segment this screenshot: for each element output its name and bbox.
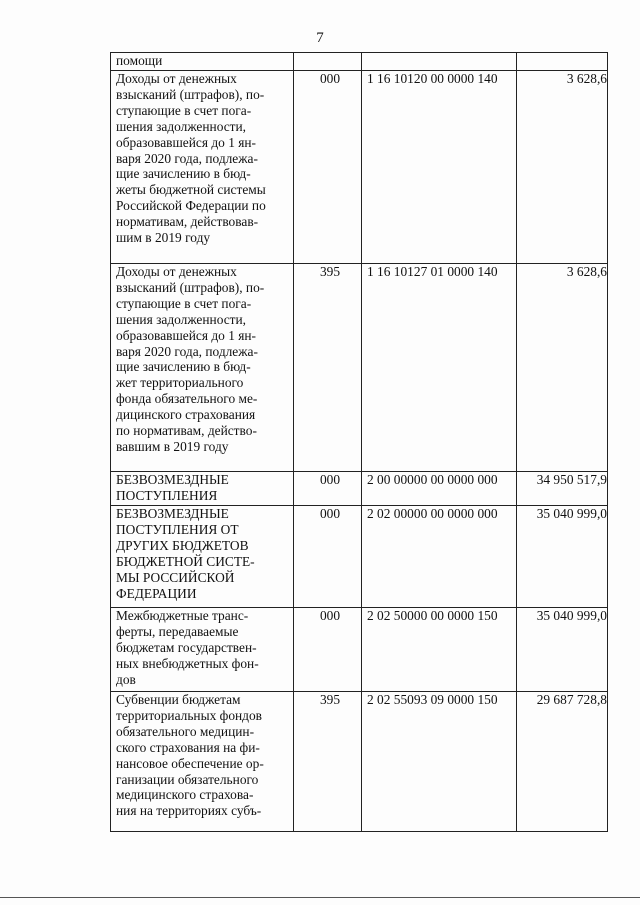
- budget-code-cell: 1 16 10120 00 0000 140: [362, 71, 517, 264]
- table-row: [111, 264, 608, 472]
- revenue-name-cell: Доходы от денежных взысканий (штрафов), по- ступающие в счет пога- шения задолженности, образовавшейся до 1 ян- варя 2020 года, подлежа- щие зачислению в бюд- жеты бюджетной системы Российской Федерации по нормативам, действовав- шим в 2019 году: [111, 71, 294, 264]
- amount-cell: 3 628,6: [517, 264, 608, 472]
- amount-cell: 29 687 728,8: [517, 692, 608, 832]
- table-row: [111, 472, 608, 506]
- admin-code-cell: 000: [294, 71, 362, 264]
- admin-code-cell: 395: [294, 264, 362, 472]
- revenue-name-cell: БЕЗВОЗМЕЗДНЫЕ ПОСТУПЛЕНИЯ ОТ ДРУГИХ БЮДЖЕТОВ БЮДЖЕТНОЙ СИСТЕ- МЫ РОССИЙСКОЙ ФЕДЕРАЦИИ: [111, 506, 294, 608]
- page-bottom-rule: [0, 897, 640, 898]
- table-row: [111, 692, 608, 832]
- admin-code-cell: [294, 53, 362, 71]
- budget-code-cell: 1 16 10127 01 0000 140: [362, 264, 517, 472]
- admin-code-cell: 000: [294, 472, 362, 506]
- revenue-name-cell: Доходы от денежных взысканий (штрафов), по- ступающие в счет пога- шения задолженности, образовавшейся до 1 ян- варя 2020 года, подлежа- щие зачислению в бюд- жет территориального фонда обязательного ме- дицинского страхования по нормативам, действо- вавшим в 2019 году: [111, 264, 294, 472]
- table-row: [111, 53, 608, 71]
- amount-cell: 3 628,6: [517, 71, 608, 264]
- admin-code-cell: 395: [294, 692, 362, 832]
- budget-code-cell: 2 02 00000 00 0000 000: [362, 506, 517, 608]
- budget-code-cell: 2 00 00000 00 0000 000: [362, 472, 517, 506]
- revenue-name-cell: БЕЗВОЗМЕЗДНЫЕ ПОСТУПЛЕНИЯ: [111, 472, 294, 506]
- budget-code-cell: 2 02 55093 09 0000 150: [362, 692, 517, 832]
- amount-cell: [517, 53, 608, 71]
- admin-code-cell: 000: [294, 608, 362, 692]
- admin-code-cell: 000: [294, 506, 362, 608]
- amount-cell: 35 040 999,0: [517, 506, 608, 608]
- revenue-table: [110, 52, 608, 832]
- revenue-name-cell: Межбюджетные транс- ферты, передаваемые бюджетам государствен- ных внебюджетных фон- дов: [111, 608, 294, 692]
- budget-code-cell: [362, 53, 517, 71]
- amount-cell: 34 950 517,9: [517, 472, 608, 506]
- revenue-name-cell: Субвенции бюджетам территориальных фондов обязательного медицин- ского страхования на фи- нансовое обеспечение ор- ганизации обязательного медицинского страхова- ния на территориях субъ-: [111, 692, 294, 832]
- table-row: [111, 608, 608, 692]
- amount-cell: 35 040 999,0: [517, 608, 608, 692]
- table-row: [111, 506, 608, 608]
- page-number: 7: [316, 30, 324, 46]
- budget-code-cell: 2 02 50000 00 0000 150: [362, 608, 517, 692]
- revenue-name-cell: помощи: [111, 53, 294, 71]
- table-row: [111, 71, 608, 264]
